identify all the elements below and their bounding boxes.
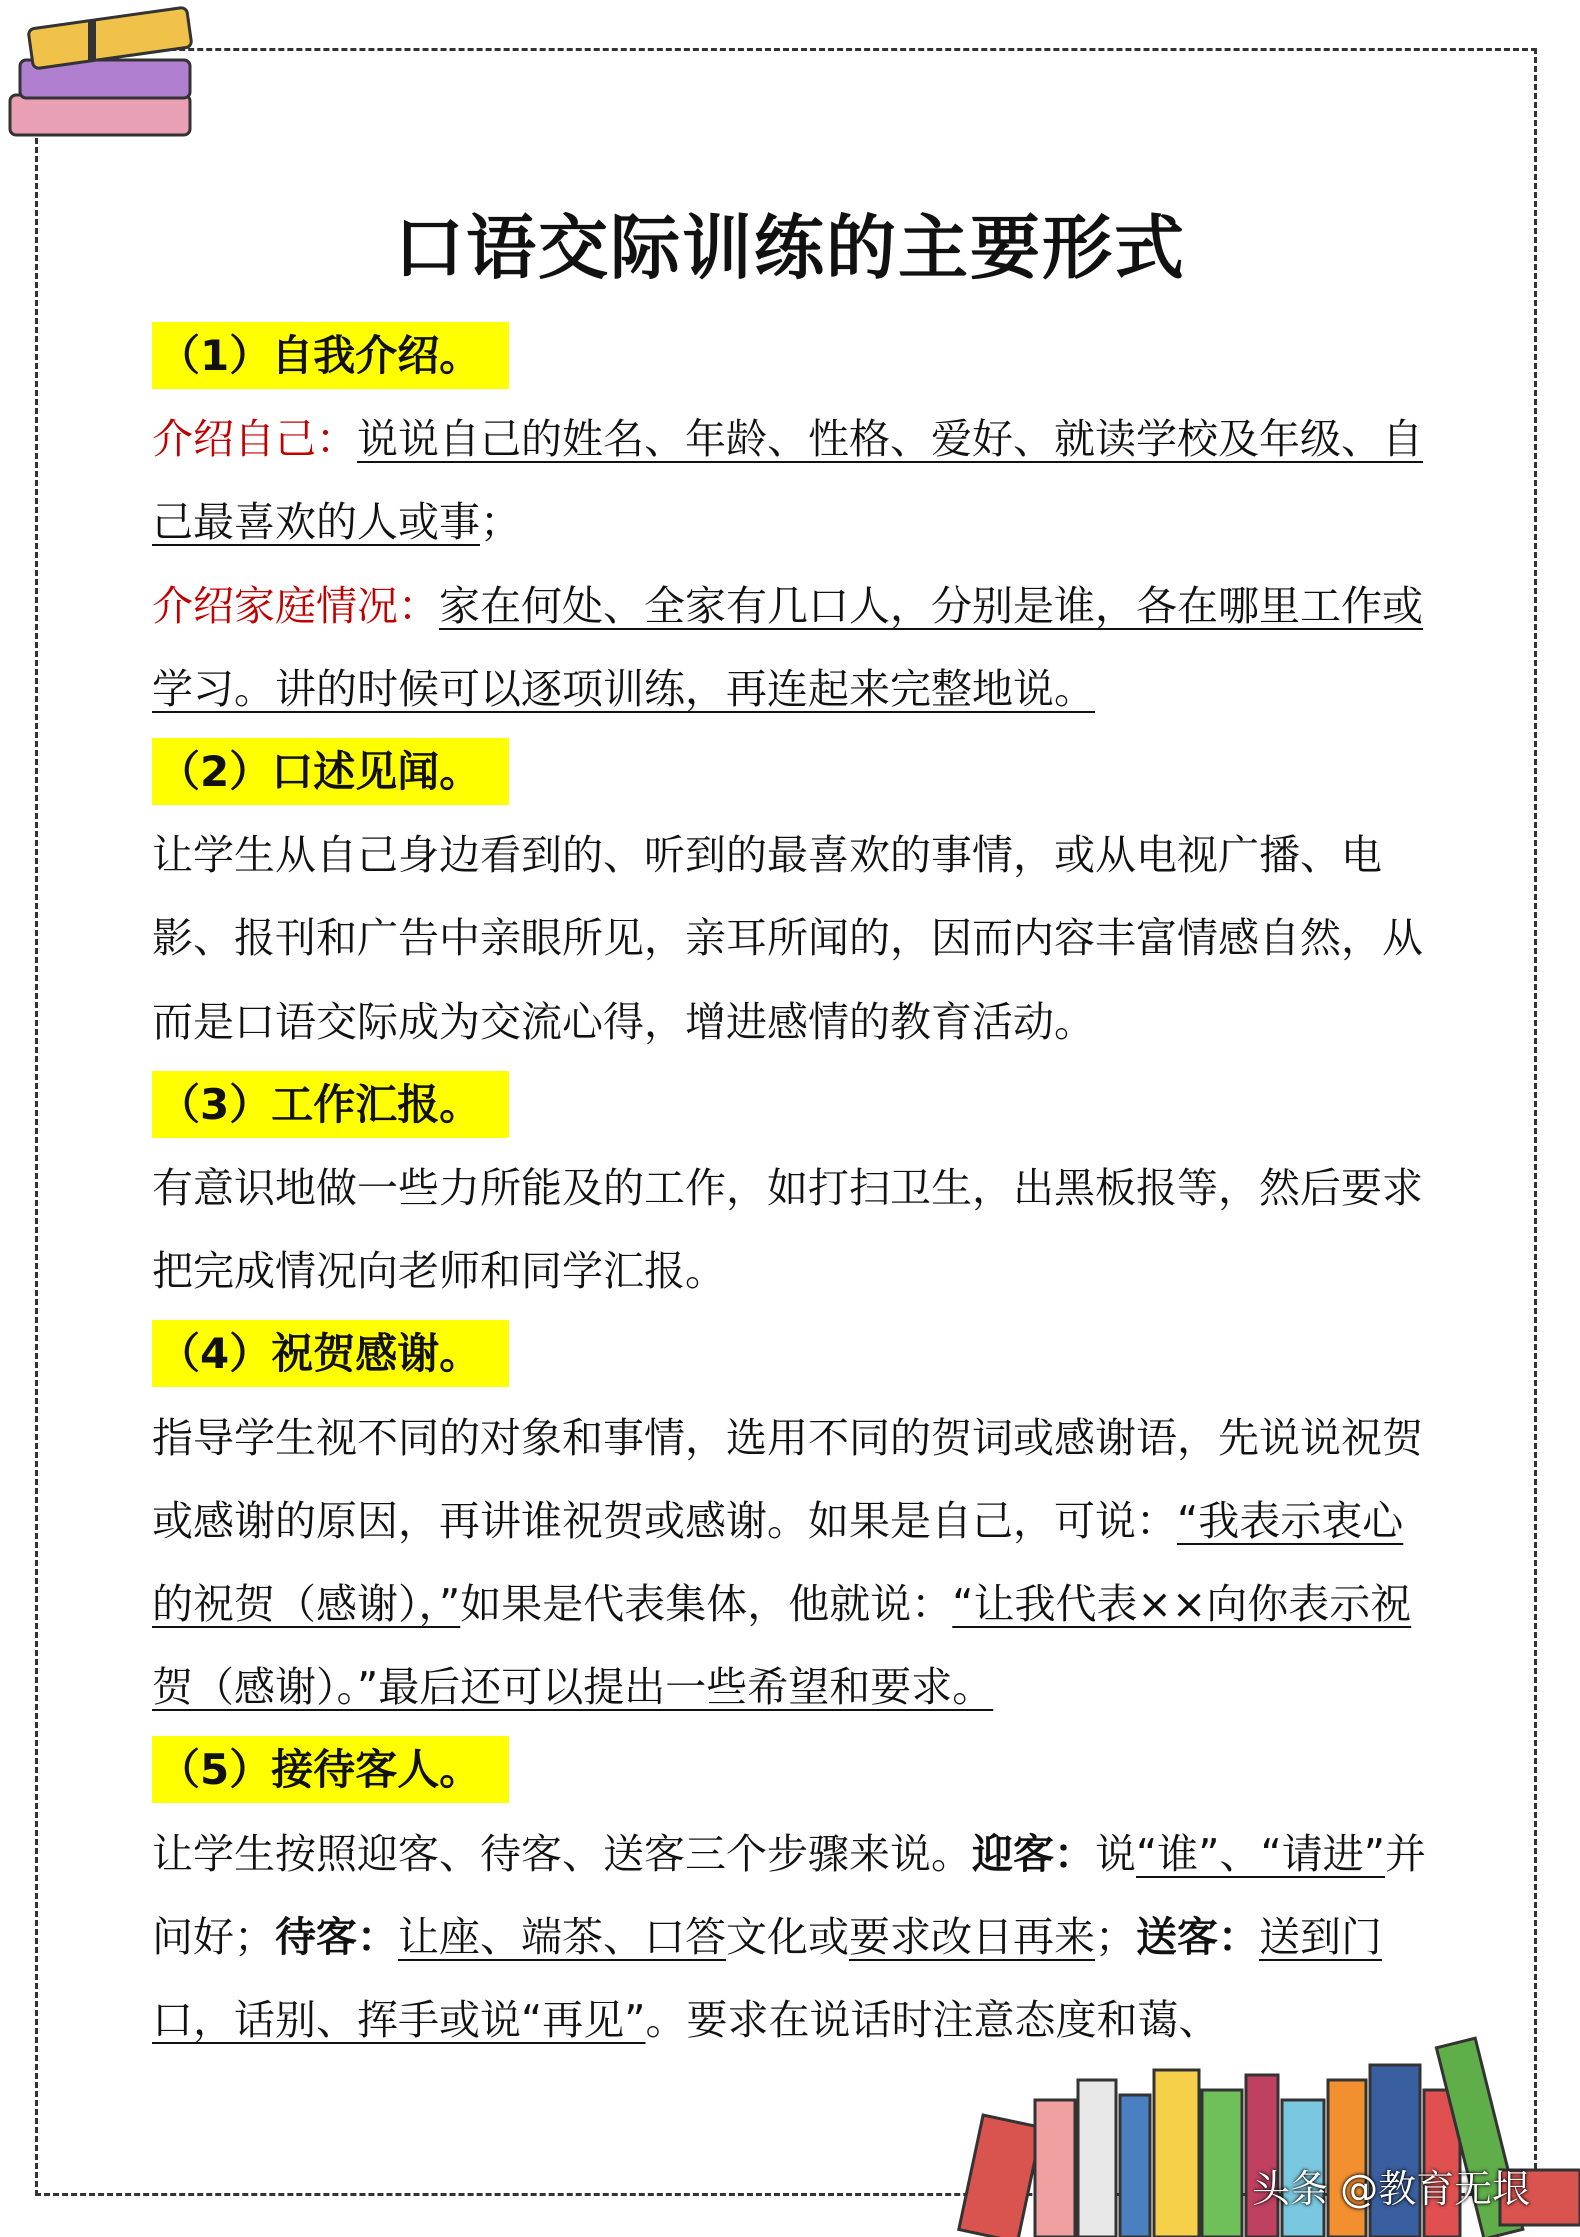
- underlined-text: “让我代表××向你表示祝贺（感谢）。”最后还可以提出一些希望和要求。: [152, 1579, 1412, 1712]
- section-paragraph: [152, 565, 1434, 731]
- text-segment: 文化或: [726, 1912, 849, 1961]
- content: [152, 315, 1434, 2062]
- section-header: [152, 1729, 1434, 1812]
- text-segment: 让学生按照迎客、待客、送客三个步骤来说。: [152, 1829, 972, 1878]
- label-red: 介绍家庭情况：: [152, 581, 439, 630]
- text-segment: ；: [480, 498, 521, 547]
- text-segment: 并问好；: [152, 1829, 1426, 1961]
- page-title: 口语交际训练的主要形式: [394, 207, 1186, 289]
- section-header-label: （3）工作汇报。: [152, 1071, 509, 1138]
- section-header-label: （1）自我介绍。: [152, 322, 509, 389]
- section-header: [152, 315, 1434, 398]
- watermark: 头条 @教育无垠: [1252, 2167, 1531, 2211]
- section-paragraph: [152, 814, 1434, 1064]
- section-paragraph: [152, 1397, 1434, 1730]
- underlined-text: 送到门口，话别、挥手或说“再见”: [152, 1912, 1382, 2044]
- text-segment: ；: [1095, 1912, 1136, 1961]
- section-paragraph: [152, 398, 1434, 564]
- text-segment: 让学生从自己身边看到的、听到的最喜欢的事情，或从电视广播、电影、报刊和广告中亲眼所见，亲耳所闻的，因而内容丰富情感自然，从而是口语交际成为交流心得，增进感情的教育活动。: [152, 831, 1423, 1046]
- text-segment: 指导学生视不同的对象和事情，选用不同的贺词或感谢语，先说说祝贺或感谢的原因，再讲谁祝贺或感谢。如果是自己，可说：: [152, 1413, 1423, 1545]
- underlined-text: 家在何处、全家有几口人，分别是谁，各在哪里工作或学习。讲的时候可以逐项训练，再连起来完整地说。: [152, 581, 1423, 713]
- section-paragraph: [152, 1147, 1434, 1313]
- underlined-text: 要求改日再来: [849, 1912, 1095, 1961]
- label-red: 介绍自己：: [152, 415, 357, 464]
- text-segment: 如果是代表集体，他就说：: [460, 1579, 953, 1628]
- section-header: [152, 1313, 1434, 1396]
- books-stack-icon: [0, 0, 220, 150]
- section-header: [152, 1064, 1434, 1147]
- text-segment: 有意识地做一些力所能及的工作，如打扫卫生，出黑板报等，然后要求把完成情况向老师和同学汇报。: [152, 1163, 1423, 1296]
- underlined-text: 说说自己的姓名、年龄、性格、爱好、就读学校及年级、自己最喜欢的人或事: [152, 415, 1423, 547]
- text-segment: 说: [1095, 1829, 1136, 1878]
- label-bold: 待客：: [275, 1912, 398, 1961]
- section-header-label: （2）口述见闻。: [152, 738, 509, 805]
- section-header-label: （5）接待客人。: [152, 1736, 509, 1803]
- label-bold: 迎客：: [972, 1829, 1095, 1878]
- section-header: [152, 731, 1434, 814]
- label-bold: 送客：: [1136, 1912, 1259, 1961]
- text-segment: 。要求在说话时注意态度和蔼、: [645, 1995, 1220, 2044]
- underlined-text: “我表示衷心的祝贺（感谢），”: [152, 1496, 1404, 1628]
- underlined-text: 让座、端茶、口答: [398, 1912, 726, 1961]
- underlined-text: “谁”、“请进”: [1136, 1829, 1385, 1878]
- section-header-label: （4）祝贺感谢。: [152, 1320, 509, 1387]
